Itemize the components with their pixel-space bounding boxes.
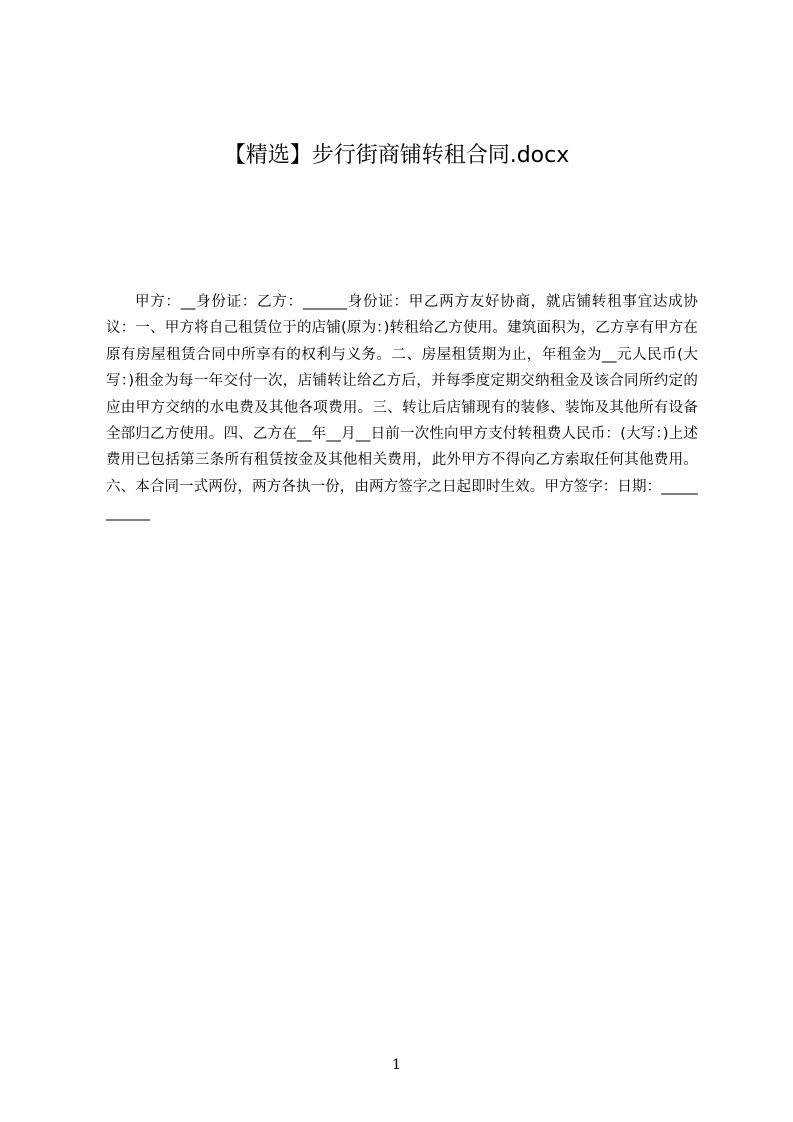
contract-body-text: 甲方：__身份证：乙方：______身份证：甲乙两方友好协商，就店铺转租事宜达成协议：一、甲方将自己租赁位于的店铺(原为：)转租给乙方使用。建筑面积为，乙方享有甲方在原有房屋租赁合同中所享有的权利与义务。二、房屋租赁期为止，年租金为__元人民币(大写：)租金为每一年交付一次，店铺转让给乙方后，并每季度定期交纳租金及该合同所约定的应由甲方交纳的水电费及其他各项费用。三、转让后店铺现有的装修、装饰及其他所有设备全部归乙方使用。四、乙方在__年__月__日前一次性向甲方支付转租费人民币：(大写：)上述费用已包括第三条所有租赁按金及其他相关费用，此外甲方不得向乙方索取任何其他费用。六、本合同一式两份，两方各执一份，由两方签字之日起即时生效。甲方签字：日期：___________: [106, 294, 698, 522]
page-number: 1: [392, 1057, 401, 1073]
document-title: 【精选】步行街商铺转租合同.docx: [223, 143, 570, 168]
